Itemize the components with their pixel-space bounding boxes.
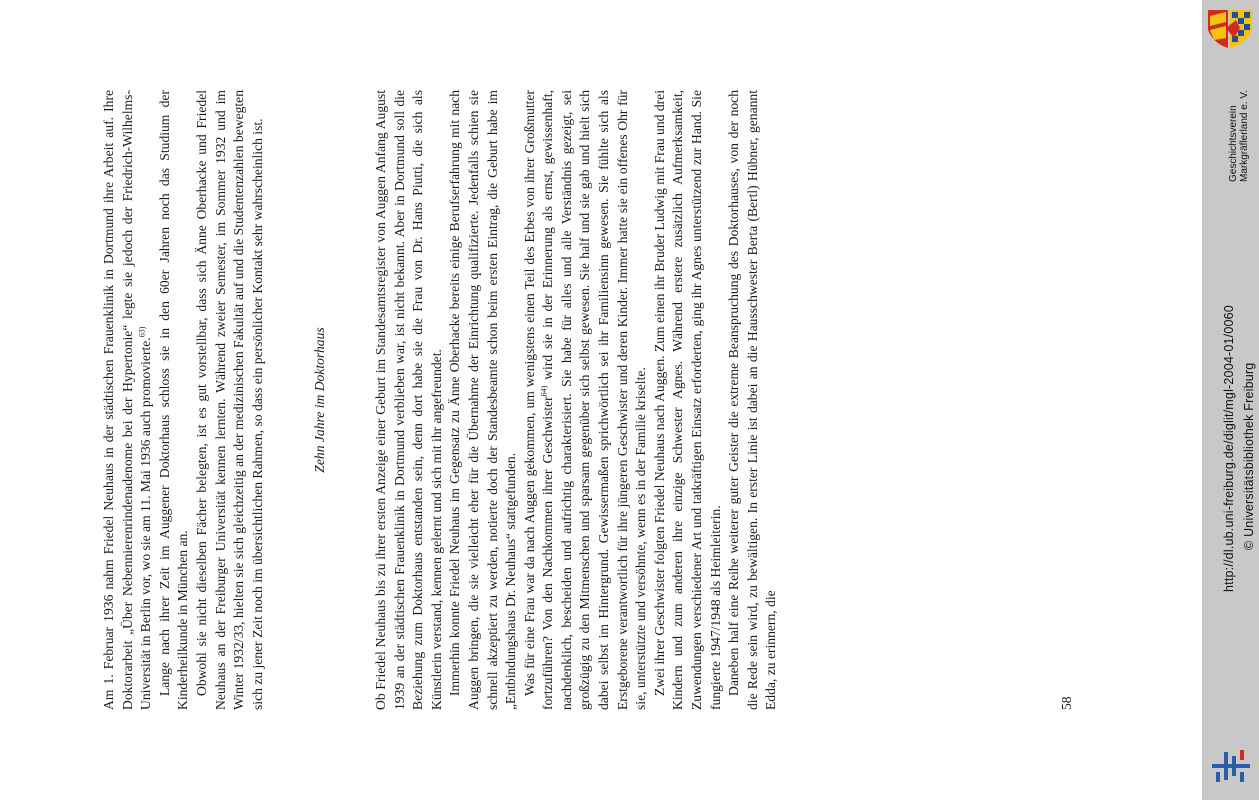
paragraph-1-text: Am 1. Februar 1936 nahm Friedel Neuhaus in der städtischen Frauenklinik in Dortmund ihre Arbeit auf. Ihre Doktorarbeit „Über Nebennierenrindenadenome bei der Hypertonie“ legte sie jedoch der Friedrich-Wilhelms-Universität in Berlin vor, wo sie am 11. Mai 1936 auch promovierte. [101,90,154,710]
paragraph-6 [521,90,651,710]
footnote-ref-64: 64) [539,385,549,397]
society-name-line2: Markgräflerland e. V. [1239,90,1250,182]
page-number: 58 [1059,696,1074,710]
paragraph-5: Immerhin konnte Friedel Neuhaus im Gegensatz zu Änne Oberhacke bereits einige Berufserfahrung mit nach Auggen bringen, die sie vielleicht eher für die Übernahme der Einrichtung qualifizierte. Jedenfalls schien sie schnell akzeptiert zu werden, notierte doch der Standesbeamte schon beim ersten Eintrag, die Geburt habe im „Entbindungshaus Dr. Neuhaus“ stattgefunden. [447,90,519,710]
paragraph-7: Zwei ihrer Geschwister folgten Friedel Neuhaus nach Auggen. Zum einen ihr Bruder Ludwig mit Frau und drei Kindern und zum anderen ihre einzige Schwester Agnes. Während erstere zusätzlich Aufmerksamkeit, Zuwendungen verschiedener Art und tatkräftigen Einsatz erforderten, ging ihr Agnes unterstützend zur Hand. Sie fungierte 1947/1948 als Heimleiterin. [651,90,723,710]
paragraph-6-text-b: wird sie in der Erinnerung als ernst, gewissenhaft, nachdenklich, bescheiden und aufrichtig charakterisiert. Sie habe für alles und alle Verständnis gezeigt, sei großzügig zu den Mitmenschen und sparsam gegenüber sich selbst gewesen. Sie half und sie gab und hielt sich dabei selbst im Hintergrund. Gewissermaßen sprichwörtlich sei ihr Familiensinn gewesen. Sie fühlte sich als Erstgeborene verantwortlich für ihre jüngeren Geschwister und deren Kinder. Immer hatte sie ein offenes Ohr für sie, unterstützte und versöhnte, wenn es in der Familie kriselte. [540,90,649,710]
footnote-ref-63: 63) [137,326,147,338]
society-name [1228,90,1250,182]
society-name-line1: Geschichtsverein [1228,105,1239,182]
source-url[interactable]: http://dl.ub.uni-freiburg.de/diglit/mgl-2004-01/0060 [1222,305,1236,592]
section-heading: Zehn Jahre im Doktorhaus [312,327,328,473]
paragraph-1 [100,90,156,710]
scanned-page [100,90,1074,710]
paragraph-6-text-a: Was für eine Frau war da nach Auggen gekommen, um wenigstens einen Teil des Erbes von ihrer Großmutter fortzuführen? Von den Nachkommen ihrer Geschwister [521,90,556,710]
ub-logo-icon [1208,748,1254,784]
paragraph-2: Lange nach ihrer Zeit im Auggener Doktorhaus schloss sie in den 60er Jahren noch das Studium der Kinderheilkunde in München an. [156,90,191,710]
paragraph-8: Daneben half eine Reihe weiterer guter Geister die extreme Beanspruchung des Doktorhauses, von der noch die Rede sein wird, zu bewältigen. In erster Linie ist dabei an die Hausschwester Berta (Bertl) Hübner, genannt Edda, zu erinnern, die [726,90,779,710]
copyright-notice: © Universitätsbibliothek Freiburg [1242,362,1256,550]
paragraph-3: Obwohl sie nicht dieselben Fächer belegten, ist es gut vorstellbar, dass sich Änne Oberhacke und Friedel Neuhaus an der Freiburger Universität kennen lernten. Während zweier Semester, im Sommer 1932 und im Winter 1932/33, hielten sie sich gleichzeitig an der medizinischen Fakultät auf und die Studentenzahlen bewegten sich zu jener Zeit noch im übersichtlichen Rahmen, so dass ein persönlicher Kontakt sehr wahrscheinlich ist. [193,90,265,710]
coat-of-arms-icon [1206,8,1254,50]
paragraph-4: Ob Friedel Neuhaus bis zu ihrer ersten Anzeige einer Geburt im Standesamtsregister von Auggen Anfang August 1939 an der städtischen Frauenklinik in Dortmund verblieben war, ist nicht bekannt. Aber in Dortmund soll die Beziehung zum Doktorhaus entstanden sein, denn dort habe sie die Frau von Dr. Hans Piutti, die sich als Künstlerin verstand, kennen gelernt und sich mit ihr angefreundet. [372,90,444,710]
